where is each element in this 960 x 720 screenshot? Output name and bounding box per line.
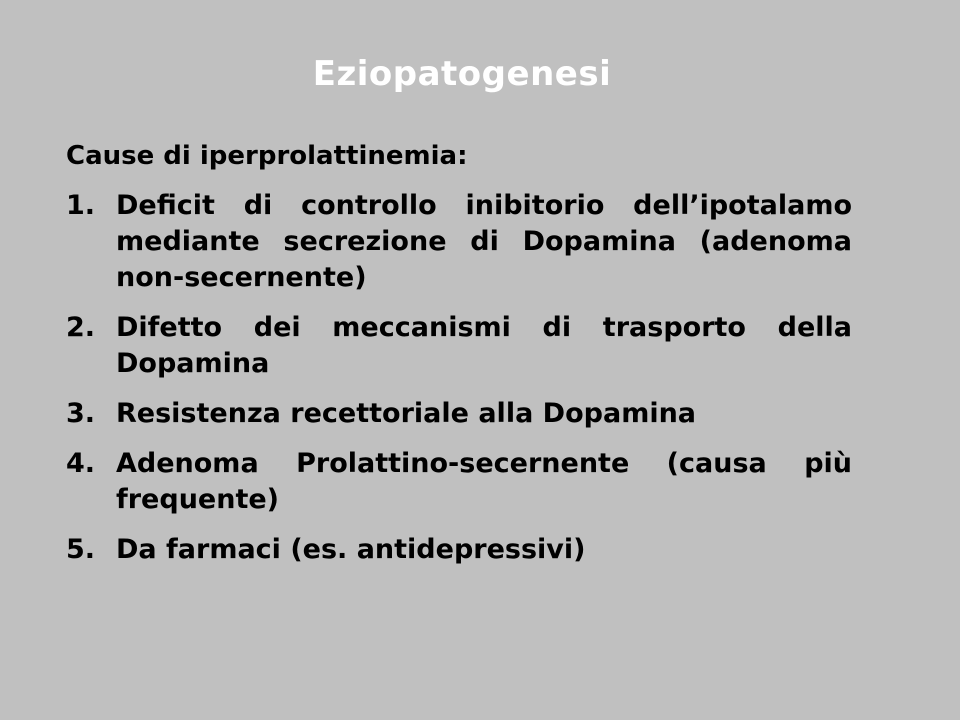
cause-number: 1. xyxy=(66,190,96,221)
cause-text: Resistenza recettoriale alla Dopamina xyxy=(116,398,697,429)
cause-text: Da farmaci (es. antidepressivi) xyxy=(116,534,586,565)
slide-title: Eziopatogenesi xyxy=(312,54,612,94)
cause-number: 4. xyxy=(66,448,96,479)
cause-item-3 xyxy=(66,396,852,432)
slide-body xyxy=(66,138,852,582)
cause-item-4 xyxy=(66,446,852,518)
cause-number: 2. xyxy=(66,312,96,343)
cause-number: 3. xyxy=(66,398,96,429)
cause-text: Difetto dei meccanismi di trasporto della Dopamina xyxy=(116,312,852,379)
intro-text: Cause di iperprolattinemia: xyxy=(66,141,468,171)
cause-text: Deficit di controllo inibitorio dell’ipotalamo mediante secrezione di Dopamina (adenoma non-secernente) xyxy=(116,190,852,293)
causes-list xyxy=(66,188,852,568)
cause-item-1 xyxy=(66,188,852,296)
cause-text: Adenoma Prolattino-secernente (causa più frequente) xyxy=(116,448,852,515)
cause-item-2 xyxy=(66,310,852,382)
cause-item-5 xyxy=(66,532,852,568)
cause-number: 5. xyxy=(66,534,96,565)
